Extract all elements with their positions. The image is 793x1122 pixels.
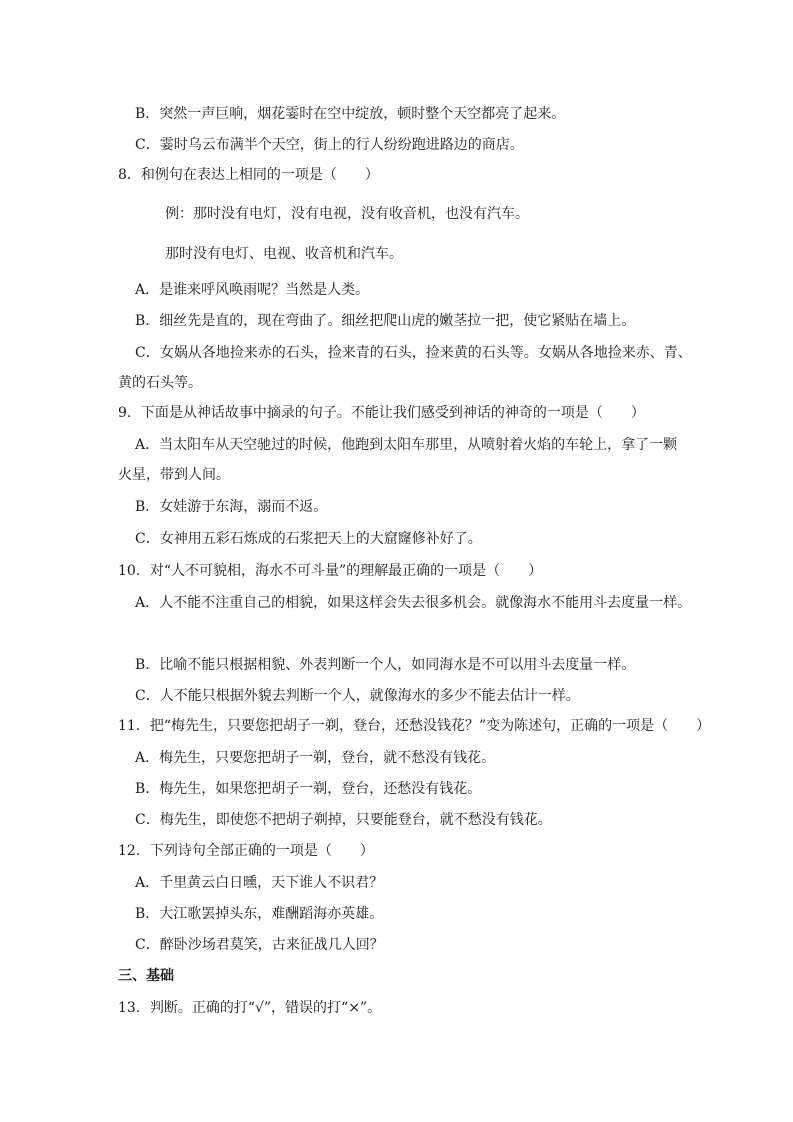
q9-option-b: B．女娃游于东海，溺而不返。: [135, 499, 328, 515]
q8-option-b: B．细丝先是直的，现在弯曲了。细丝把爬山虎的嫩茎拉一把，使它紧贴在墙上。: [135, 313, 636, 329]
q8-option-c: C．女娲从各地捡来赤的石头，捡来青的石头，捡来黄的石头等。女娲从各地捡来赤、青、: [135, 345, 692, 361]
q9-option-a-continued: 火星，带到人间。: [118, 467, 230, 483]
q12-stem: 12．下列诗句全部正确的一项是（ ）: [118, 843, 374, 859]
section-heading: 三、基础: [118, 968, 174, 984]
q9-option-c: C．女神用五彩石炼成的石浆把天上的大窟窿修补好了。: [135, 531, 482, 547]
q12-option-a: A．千里黄云白日曛，天下谁人不识君？: [135, 875, 384, 891]
q12-option-b: B．大江歌罢掉头东，难酬蹈海亦英雄。: [135, 906, 384, 922]
q11-option-a: A．梅先生，只要您把胡子一剃，登台，就不愁没有钱花。: [135, 750, 496, 766]
q11-stem: 11．把“梅先生，只要您把胡子一剃，登台，还愁没钱花？”变为陈述句，正确的一项是（ ）: [118, 718, 711, 734]
q7-option-b: B．突然一声巨响，烟花霎时在空中绽放，顿时整个天空都亮了起来。: [135, 106, 566, 122]
q10-option-a: A．人不能不注重自己的相貌，如果这样会失去很多机会。就像海水不能用斗去度量一样。: [135, 595, 692, 611]
q8-option-c-continued: 黄的石头等。: [118, 375, 202, 391]
q12-option-c: C．醉卧沙场君莫笑，古来征战几人回？: [135, 937, 384, 953]
q13-stem: 13．判断。正确的打“√”，错误的打“×”。: [118, 1000, 382, 1016]
q10-option-b: B．比喻不能只根据相貌、外表判断一个人，如同海水是不可以用斗去度量一样。: [135, 657, 636, 673]
q8-example-2: 那时没有电灯、电视、收音机和汽车。: [165, 246, 403, 262]
q11-option-c: C．梅先生，即使您不把胡子剃掉，只要能登台，就不愁没有钱花。: [135, 812, 552, 828]
q10-option-c: C．人不能只根据外貌去判断一个人，就像海水的多少不能去估计一样。: [135, 688, 580, 704]
q8-example-1: 例：那时没有电灯，没有电视，没有收音机，也没有汽车。: [165, 206, 529, 222]
q8-stem: 8．和例句在表达上相同的一项是（ ）: [118, 167, 379, 183]
q8-option-a: A．是谁来呼风唤雨呢？当然是人类。: [135, 282, 370, 298]
q9-stem: 9．下面是从神话故事中摘录的句子。不能让我们感受到神话的神奇的一项是（ ）: [118, 405, 645, 421]
q11-option-b: B．梅先生，如果您把胡子一剃，登台，还愁没有钱花。: [135, 781, 482, 797]
q7-option-c: C．霎时乌云布满半个天空，街上的行人纷纷跑进路边的商店。: [135, 137, 524, 153]
q9-option-a: A．当太阳车从天空驰过的时候，他跑到太阳车那里，从喷射着火焰的车轮上，拿了一颗: [135, 437, 678, 453]
q10-stem: 10．对“人不可貌相，海水不可斗量”的理解最正确的一项是（ ）: [118, 563, 543, 579]
